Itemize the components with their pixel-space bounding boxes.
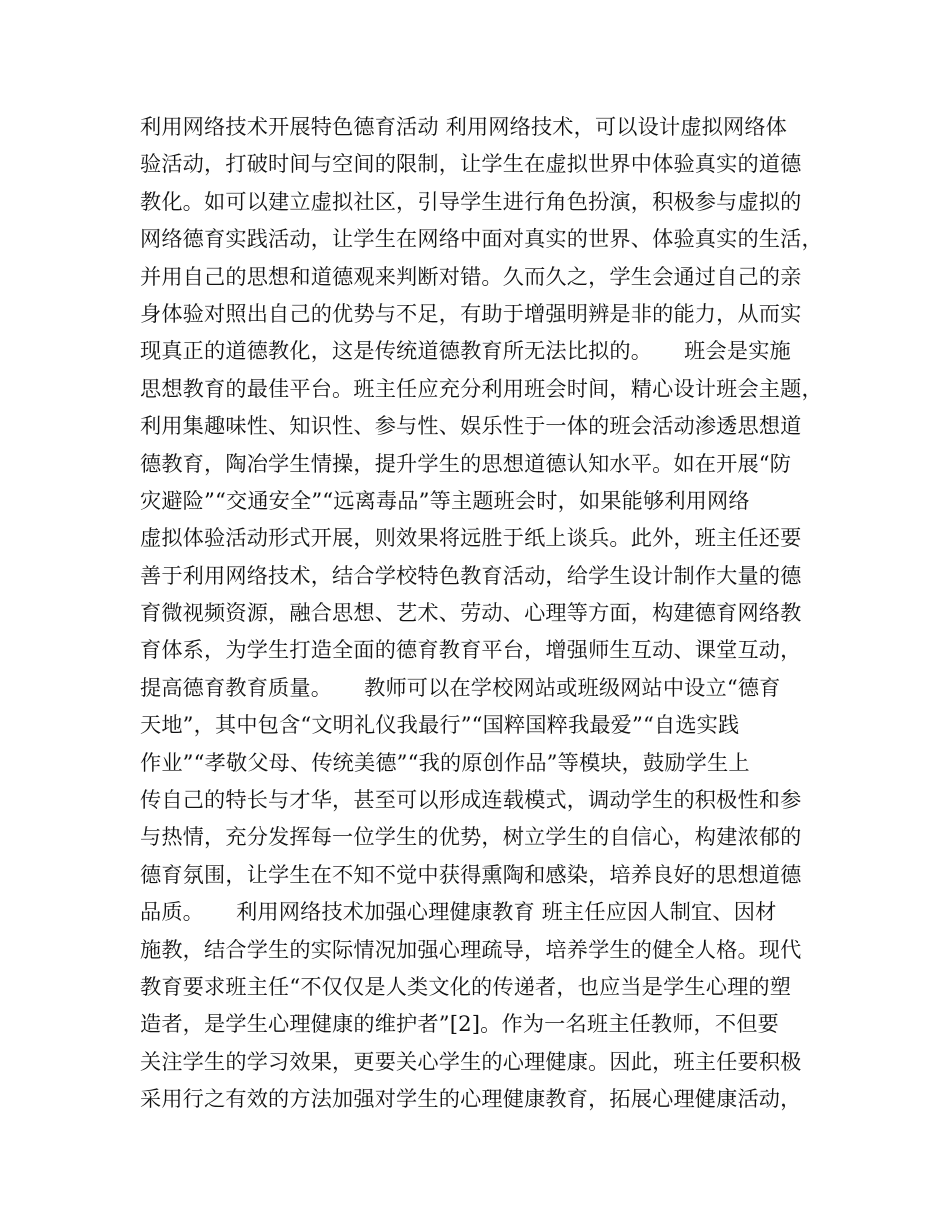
text-line: 造者，是学生心理健康的维护者”[2]。作为一名班主任教师，不但要	[140, 1011, 779, 1037]
text-line: 育体系，为学生打造全面的德育教育平台，增强师生互动、课堂互动，	[140, 637, 802, 663]
text-line: 现真正的道德教化，这是传统道德教育所无法比拟的。 班会是实施	[140, 338, 791, 364]
text-line: 与热情，充分发挥每一位学生的优势，树立学生的自信心，构建浓郁的	[140, 824, 802, 850]
text-line: 作业”“孝敬父母、传统美德”“我的原创作品”等模块，鼓励学生上	[140, 749, 750, 775]
text-line: 灾避险”“交通安全”“远离毒品”等主题班会时，如果能够利用网络	[140, 487, 750, 513]
text-line: 传自己的特长与才华，甚至可以形成连载模式，调动学生的积极性和参	[140, 787, 802, 813]
text-line: 天地”，其中包含“文明礼仪我最行”“国粹国粹我最爱”“自选实践	[140, 712, 740, 738]
text-line: 网络德育实践活动，让学生在网络中面对真实的世界、体验真实的生活，	[140, 226, 823, 252]
text-line: 验活动，打破时间与空间的限制，让学生在虚拟世界中体验真实的道德	[140, 151, 802, 177]
text-line: 并用自己的思想和道德观来判断对错。久而久之，学生会通过自己的亲	[140, 263, 802, 289]
text-line: 虚拟体验活动形式开展，则效果将远胜于纸上谈兵。此外，班主任还要	[140, 525, 802, 551]
text-line: 德育氛围，让学生在不知不觉中获得熏陶和感染，培养良好的思想道德	[140, 861, 802, 887]
text-line: 施教，结合学生的实际情况加强心理疏导，培养学生的健全人格。现代	[140, 936, 802, 962]
text-line: 利用集趣味性、知识性、参与性、娱乐性于一体的班会活动渗透思想道	[140, 413, 802, 439]
text-line: 提高德育教育质量。 教师可以在学校网站或班级网站中设立“德育	[140, 674, 781, 700]
text-line: 关注学生的学习效果，更要关心学生的心理健康。因此，班主任要积极	[140, 1048, 802, 1074]
text-line: 德教育，陶冶学生情操，提升学生的思想道德认知水平。如在开展“防	[140, 450, 792, 476]
text-line: 采用行之有效的方法加强对学生的心理健康教育，拓展心理健康活动，	[140, 1086, 802, 1112]
text-line: 身体验对照出自己的优势与不足，有助于增强明辨是非的能力，从而实	[140, 300, 802, 326]
text-line: 教育要求班主任“不仅仅是人类文化的传递者，也应当是学生心理的塑	[140, 973, 792, 999]
text-line: 思想教育的最佳平台。班主任应充分利用班会时间，精心设计班会主题，	[140, 375, 823, 401]
text-line: 品质。 利用网络技术加强心理健康教育 班主任应因人制宜、因材	[140, 899, 777, 925]
text-line: 育微视频资源，融合思想、艺术、劳动、心理等方面，构建德育网络教	[140, 600, 802, 626]
text-line: 教化。如可以建立虚拟社区，引导学生进行角色扮演，积极参与虚拟的	[140, 188, 802, 214]
body-text	[140, 108, 823, 1118]
text-line: 善于利用网络技术，结合学校特色教育活动，给学生设计制作大量的德	[140, 562, 802, 588]
text-line: 利用网络技术开展特色德育活动 利用网络技术，可以设计虚拟网络体	[140, 114, 788, 139]
